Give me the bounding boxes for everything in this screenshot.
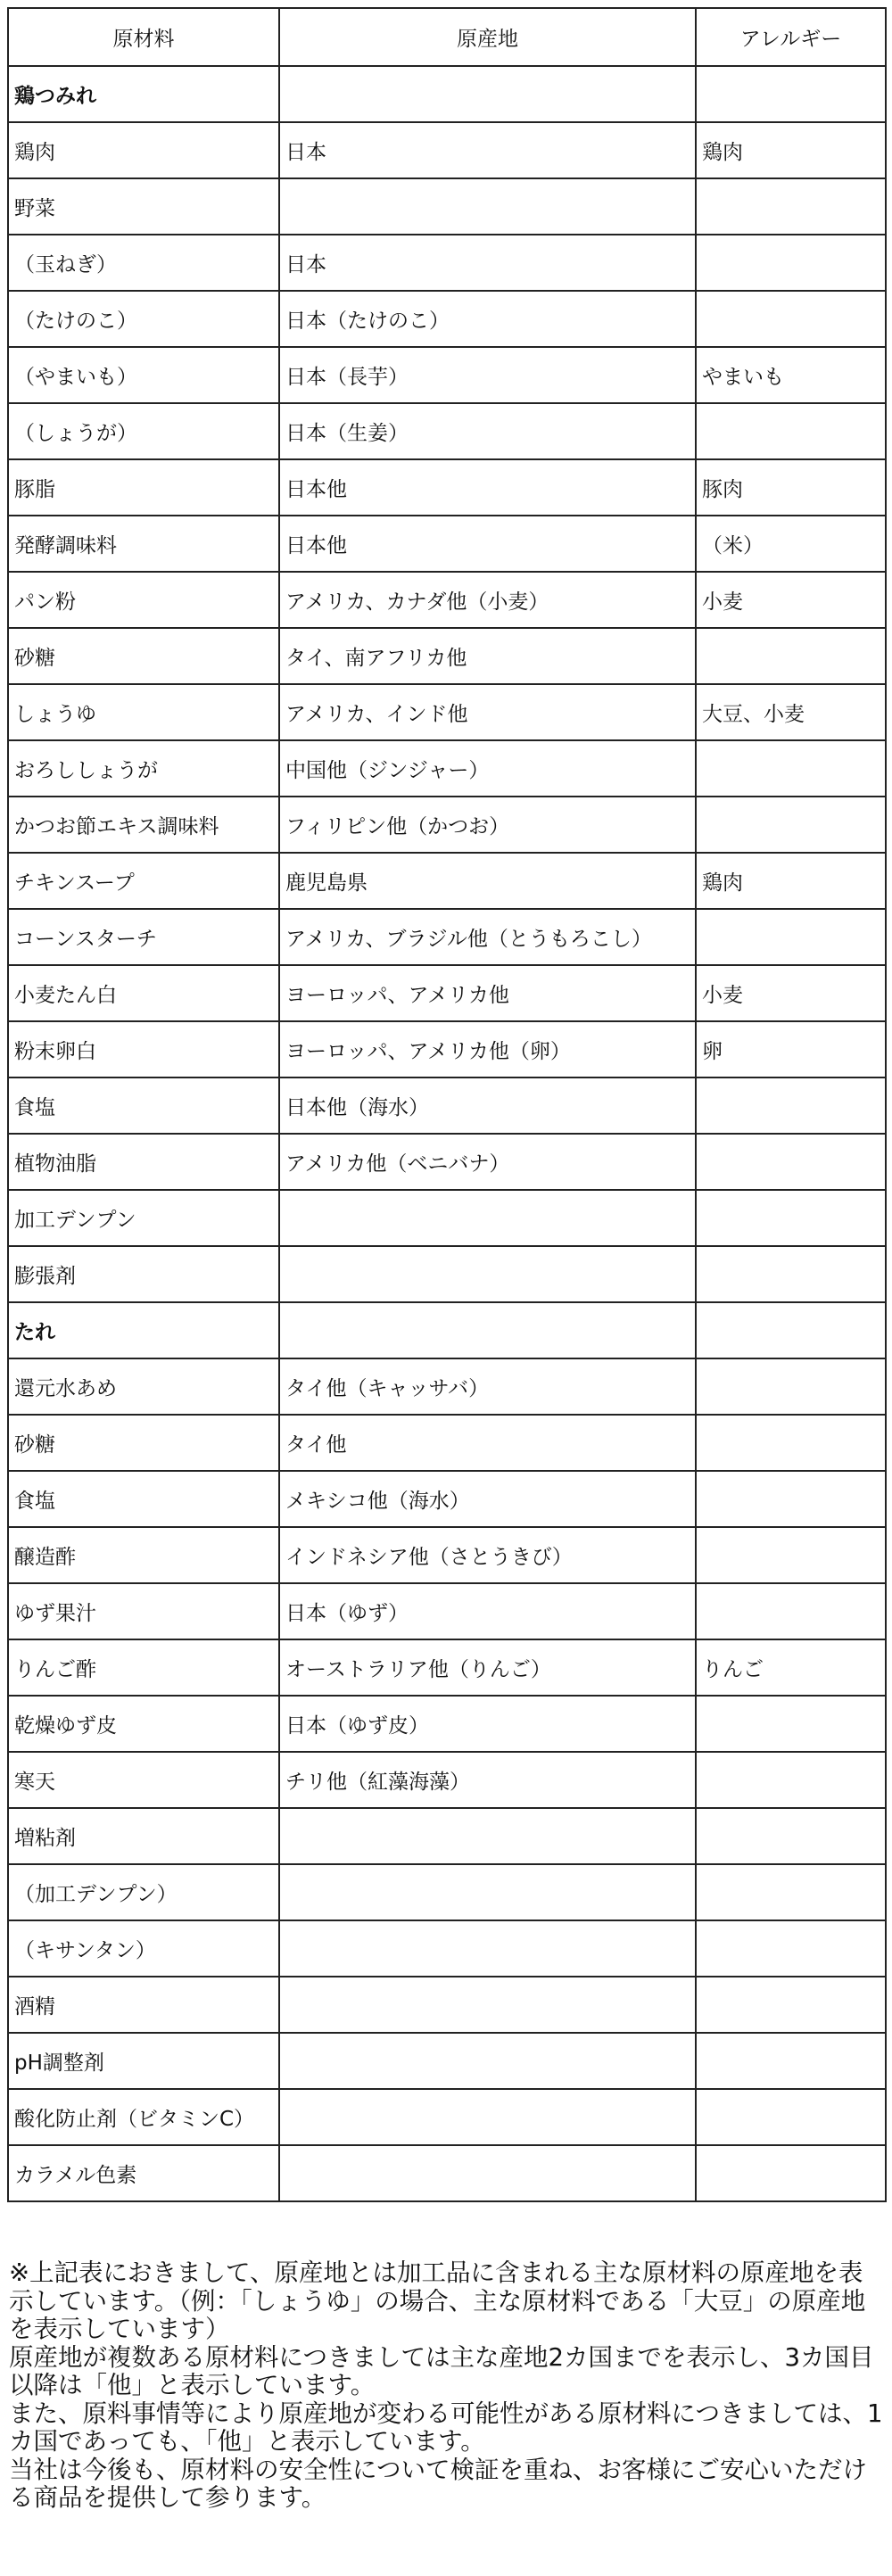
ingredient-origin-table	[7, 7, 887, 2202]
origin-cell: アメリカ、カナダ他（小麦）	[279, 572, 696, 628]
ingredient-cell: 醸造酢	[8, 1527, 279, 1583]
allergy-cell	[696, 797, 886, 853]
ingredient-cell: （キサンタン）	[8, 1920, 279, 1977]
header-allergy: アレルギー	[696, 8, 886, 66]
section-header-row	[8, 1302, 886, 1358]
ingredient-cell: 砂糖	[8, 1415, 279, 1471]
ingredient-cell: 寒天	[8, 1752, 279, 1808]
table-row	[8, 965, 886, 1021]
table-row	[8, 2033, 886, 2089]
table-row	[8, 1920, 886, 1977]
origin-cell	[279, 1246, 696, 1302]
ingredient-cell: （たけのこ）	[8, 291, 279, 347]
ingredient-cell: チキンスープ	[8, 853, 279, 909]
notes	[9, 2259, 885, 2513]
ingredient-cell: 豚脂	[8, 459, 279, 516]
allergy-cell	[696, 1190, 886, 1246]
ingredient-cell: （やまいも）	[8, 347, 279, 403]
table-row	[8, 684, 886, 740]
ingredient-cell: 増粘剤	[8, 1808, 279, 1864]
table-row	[8, 459, 886, 516]
origin-cell	[279, 1190, 696, 1246]
origin-cell: ヨーロッパ、アメリカ他（卵）	[279, 1021, 696, 1077]
table-row	[8, 1696, 886, 1752]
table-header-row	[8, 8, 886, 66]
table-row	[8, 853, 886, 909]
table-row	[8, 347, 886, 403]
origin-cell: タイ他（キャッサバ）	[279, 1358, 696, 1415]
ingredient-cell: 小麦たん白	[8, 965, 279, 1021]
table-row	[8, 740, 886, 797]
ingredient-cell: ゆず果汁	[8, 1583, 279, 1639]
table-row	[8, 1077, 886, 1134]
allergy-cell	[696, 1920, 886, 1977]
ingredient-cell: コーンスターチ	[8, 909, 279, 965]
allergy-cell: 小麦	[696, 572, 886, 628]
ingredient-cell: たれ	[8, 1302, 279, 1358]
origin-cell: インドネシア他（さとうきび）	[279, 1527, 696, 1583]
allergy-cell	[696, 1864, 886, 1920]
header-ingredient: 原材料	[8, 8, 279, 66]
origin-cell: アメリカ他（ベニバナ）	[279, 1134, 696, 1190]
table-row	[8, 1583, 886, 1639]
origin-cell: 日本（生姜）	[279, 403, 696, 459]
note-paragraph: また、原料事情等により原産地が変わる可能性がある原材料につきましては、1カ国であっても、「他」と表示しています。	[9, 2398, 883, 2456]
origin-cell: アメリカ、ブラジル他（とうもろこし）	[279, 909, 696, 965]
allergy-cell	[696, 1302, 886, 1358]
allergy-cell	[696, 1977, 886, 2033]
origin-cell: 中国他（ジンジャー）	[279, 740, 696, 797]
ingredient-cell: 粉末卵白	[8, 1021, 279, 1077]
ingredient-cell: 加工デンプン	[8, 1190, 279, 1246]
origin-cell: ヨーロッパ、アメリカ他	[279, 965, 696, 1021]
origin-cell: チリ他（紅藻海藻）	[279, 1752, 696, 1808]
table-row	[8, 291, 886, 347]
origin-cell: 鹿児島県	[279, 853, 696, 909]
ingredient-cell: しょうゆ	[8, 684, 279, 740]
table-row	[8, 235, 886, 291]
table-row	[8, 178, 886, 235]
ingredient-cell: （加工デンプン）	[8, 1864, 279, 1920]
ingredient-cell: 食塩	[8, 1077, 279, 1134]
allergy-cell	[696, 1696, 886, 1752]
ingredient-cell: 鶏肉	[8, 122, 279, 178]
ingredient-cell: おろししょうが	[8, 740, 279, 797]
table-row	[8, 797, 886, 853]
origin-cell: アメリカ、インド他	[279, 684, 696, 740]
table-row	[8, 1864, 886, 1920]
origin-cell: 日本	[279, 122, 696, 178]
table-body	[8, 66, 886, 2201]
allergy-cell	[696, 235, 886, 291]
table-row	[8, 1358, 886, 1415]
table-row	[8, 909, 886, 965]
origin-cell	[279, 2145, 696, 2201]
ingredient-cell: pH調整剤	[8, 2033, 279, 2089]
header-origin: 原産地	[279, 8, 696, 66]
note-paragraph: ※上記表におきまして、原産地とは加工品に含まれる主な原材料の原産地を表示しています。（例：「しょうゆ」の場合、主な原材料である「大豆」の原産地を表示しています）	[9, 2258, 866, 2343]
allergy-cell	[696, 1077, 886, 1134]
allergy-cell	[696, 1527, 886, 1583]
ingredient-cell: 食塩	[8, 1471, 279, 1527]
origin-cell: 日本（長芋）	[279, 347, 696, 403]
table-row	[8, 1977, 886, 2033]
allergy-cell: 卵	[696, 1021, 886, 1077]
allergy-cell	[696, 2089, 886, 2145]
ingredient-cell: 野菜	[8, 178, 279, 235]
allergy-cell	[696, 1358, 886, 1415]
ingredient-cell: 砂糖	[8, 628, 279, 684]
allergy-cell: りんご	[696, 1639, 886, 1696]
table-row	[8, 1527, 886, 1583]
allergy-cell	[696, 66, 886, 122]
ingredient-cell: 鶏つみれ	[8, 66, 279, 122]
ingredient-cell: 膨張剤	[8, 1246, 279, 1302]
allergy-cell	[696, 1583, 886, 1639]
allergy-cell: やまいも	[696, 347, 886, 403]
ingredient-cell: かつお節エキス調味料	[8, 797, 279, 853]
allergy-cell: （米）	[696, 516, 886, 572]
allergy-cell	[696, 178, 886, 235]
allergy-cell: 小麦	[696, 965, 886, 1021]
allergy-cell: 大豆、小麦	[696, 684, 886, 740]
origin-cell	[279, 1864, 696, 1920]
origin-cell: 日本	[279, 235, 696, 291]
origin-cell: メキシコ他（海水）	[279, 1471, 696, 1527]
allergy-cell: 鶏肉	[696, 122, 886, 178]
allergy-cell: 鶏肉	[696, 853, 886, 909]
ingredient-cell: 発酵調味料	[8, 516, 279, 572]
origin-cell: オーストラリア他（りんご）	[279, 1639, 696, 1696]
table-row	[8, 403, 886, 459]
origin-cell: タイ他	[279, 1415, 696, 1471]
table-row	[8, 1471, 886, 1527]
allergy-cell	[696, 628, 886, 684]
origin-cell: フィリピン他（かつお）	[279, 797, 696, 853]
table-row	[8, 516, 886, 572]
allergy-cell	[696, 403, 886, 459]
origin-cell: タイ、南アフリカ他	[279, 628, 696, 684]
table-row	[8, 1415, 886, 1471]
ingredient-cell: りんご酢	[8, 1639, 279, 1696]
allergy-cell	[696, 1752, 886, 1808]
origin-cell: 日本他	[279, 516, 696, 572]
table-row	[8, 1134, 886, 1190]
table-row	[8, 1639, 886, 1696]
ingredient-cell: 乾燥ゆず皮	[8, 1696, 279, 1752]
origin-cell: 日本（ゆず）	[279, 1583, 696, 1639]
note-paragraph: 原産地が複数ある原材料につきましては主な産地2カ国までを表示し、3カ国目以降は「他」と表示しています。	[9, 2342, 874, 2399]
table-row	[8, 572, 886, 628]
origin-cell	[279, 1808, 696, 1864]
allergy-cell	[696, 1415, 886, 1471]
origin-cell	[279, 1302, 696, 1358]
table-row	[8, 2089, 886, 2145]
allergy-cell	[696, 1471, 886, 1527]
allergy-cell: 豚肉	[696, 459, 886, 516]
ingredient-cell: 還元水あめ	[8, 1358, 279, 1415]
origin-cell: 日本他（海水）	[279, 1077, 696, 1134]
ingredient-cell: （しょうが）	[8, 403, 279, 459]
allergy-cell	[696, 1134, 886, 1190]
table-row	[8, 628, 886, 684]
ingredient-cell: 酸化防止剤（ビタミンC）	[8, 2089, 279, 2145]
table-row	[8, 1246, 886, 1302]
origin-cell	[279, 1977, 696, 2033]
origin-cell: 日本（たけのこ）	[279, 291, 696, 347]
origin-cell	[279, 66, 696, 122]
section-header-row	[8, 66, 886, 122]
origin-cell	[279, 1920, 696, 1977]
ingredient-cell: （玉ねぎ）	[8, 235, 279, 291]
table-row	[8, 1190, 886, 1246]
table-row	[8, 122, 886, 178]
allergy-cell	[696, 1808, 886, 1864]
origin-cell: 日本他	[279, 459, 696, 516]
allergy-cell	[696, 1246, 886, 1302]
ingredient-cell: パン粉	[8, 572, 279, 628]
table-row	[8, 1808, 886, 1864]
ingredient-cell: 酒精	[8, 1977, 279, 2033]
allergy-cell	[696, 2033, 886, 2089]
origin-cell	[279, 178, 696, 235]
table-row	[8, 1021, 886, 1077]
ingredient-cell: 植物油脂	[8, 1134, 279, 1190]
allergy-cell	[696, 291, 886, 347]
origin-cell	[279, 2033, 696, 2089]
origin-cell: 日本（ゆず皮）	[279, 1696, 696, 1752]
allergy-cell	[696, 2145, 886, 2201]
origin-cell	[279, 2089, 696, 2145]
table-row	[8, 1752, 886, 1808]
allergy-cell	[696, 909, 886, 965]
ingredient-cell: カラメル色素	[8, 2145, 279, 2201]
note-paragraph: 当社は今後も、原材料の安全性について検証を重ね、お客様にご安心いただける商品を提供して参ります。	[9, 2455, 867, 2512]
allergy-cell	[696, 740, 886, 797]
table-row	[8, 2145, 886, 2201]
